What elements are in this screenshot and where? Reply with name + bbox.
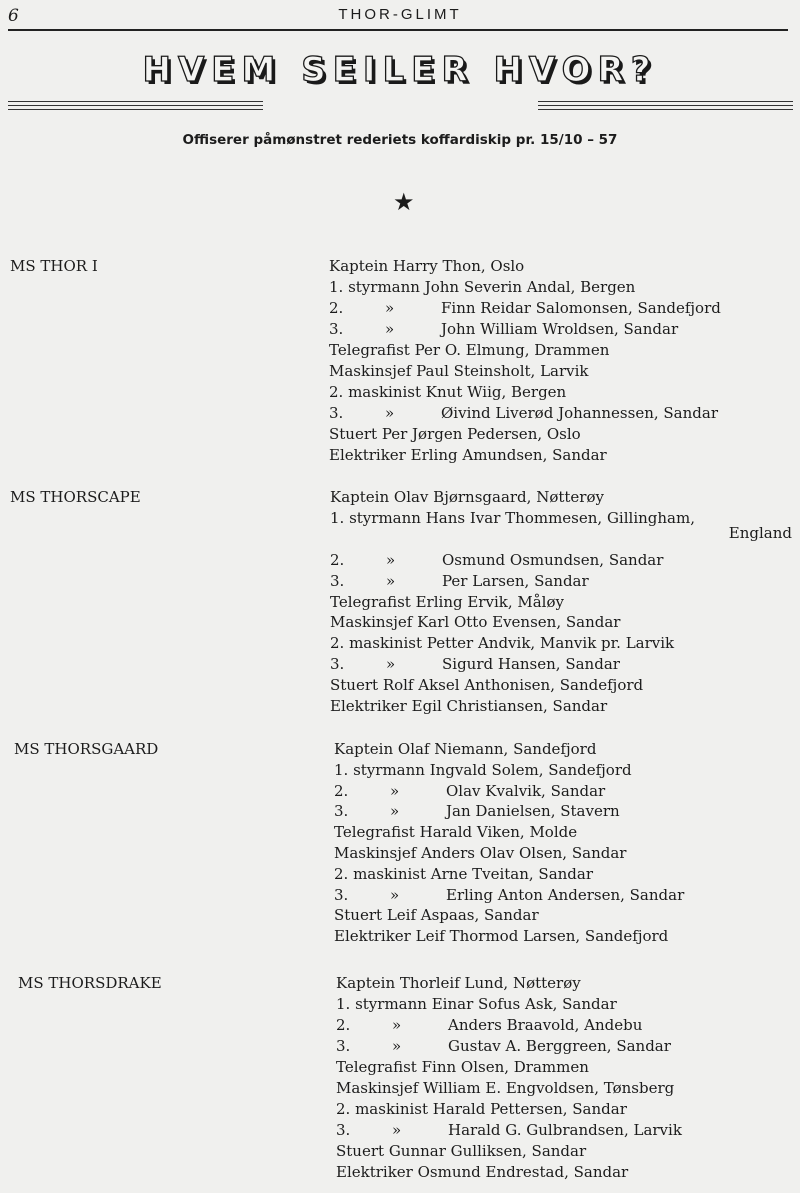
crew-person: Petter Andvik, Manvik pr. Larvik [426, 634, 675, 653]
crew-line [329, 383, 566, 401]
crew-line [336, 1016, 642, 1034]
crew-person: Thorleif Lund, Nøtterøy [399, 974, 581, 992]
crew-line [336, 995, 617, 1013]
crew-line [330, 593, 564, 611]
crew-rank: Maskinsjef [334, 844, 422, 862]
crew-line [330, 551, 663, 569]
crew-line [330, 676, 643, 694]
crew-person: John William Wroldsen, Sandar [441, 320, 679, 338]
crew-line [330, 613, 620, 631]
crew-line [330, 488, 604, 506]
crew-rank: Kaptein [336, 974, 400, 992]
ditto-mark: » [386, 571, 396, 590]
crew-person: Olav Kvalvik, Sandar [446, 781, 606, 800]
crew-line [329, 320, 678, 338]
crew-line [334, 802, 620, 820]
crew-person: Knut Wiig, Bergen [425, 383, 567, 401]
crew-person: Osmund Osmundsen, Sandar [442, 550, 664, 569]
crew-person: Jan Danielsen, Stavern [446, 802, 620, 821]
crew-person: Harald Viken, Molde [419, 823, 578, 842]
crew-rank: 1. styrmann [334, 760, 430, 779]
ditto-mark: » [390, 885, 400, 904]
crew-line [334, 844, 626, 862]
crew-person: Anders Olav Olsen, Sandar [421, 844, 627, 862]
crew-line [336, 1079, 674, 1097]
crew-rank: 3. [330, 571, 345, 590]
crew-line [329, 425, 581, 443]
crew-rank: 2. [330, 550, 345, 569]
crew-rank: 3. [334, 802, 349, 821]
crew-person: William E. Engvoldsen, Tønsberg [423, 1079, 675, 1097]
crew-rank: Stuert [334, 906, 387, 925]
crew-person: Per O. Elmung, Drammen [414, 341, 610, 359]
crew-person: Ingvald Solem, Sandefjord [429, 760, 632, 779]
crew-line [329, 299, 721, 317]
crew-rank: 1. styrmann [329, 278, 425, 296]
crew-line [330, 697, 607, 715]
ditto-mark: » [386, 550, 396, 569]
crew-person: Hans Ivar Thommesen, Gillingham, [425, 508, 695, 527]
crew-line [336, 1100, 627, 1118]
crew-line [334, 823, 577, 841]
crew-rank: Maskinsjef [336, 1079, 424, 1097]
header-rule [8, 29, 788, 31]
crew-rank: 3. [336, 1121, 351, 1139]
crew-person: Gustav A. Berggreen, Sandar [448, 1037, 671, 1055]
crew-rank: Kaptein [334, 740, 398, 758]
crew-line [334, 927, 668, 945]
crew-person: Einar Sofus Ask, Sandar [431, 995, 617, 1013]
ditto-mark: » [392, 1037, 402, 1055]
crew-rank: Telegrafist [334, 823, 420, 842]
ship-name: MS THORSGAARD [14, 740, 159, 758]
crew-rank: 1. styrmann [336, 995, 432, 1013]
crew-rank: Stuert [330, 676, 383, 695]
crew-rank: 3. [329, 404, 344, 422]
crew-person: Egil Christiansen, Sandar [411, 697, 608, 715]
crew-person: Paul Steinsholt, Larvik [416, 362, 589, 380]
crew-line [334, 886, 684, 904]
crew-line [334, 782, 605, 800]
crew-person: Osmund Endrestad, Sandar [417, 1163, 629, 1181]
crew-person: Sigurd Hansen, Sandar [442, 655, 620, 674]
crew-rank: 2. [334, 781, 349, 800]
crew-line [330, 634, 674, 652]
decorative-rule-right [538, 101, 793, 113]
ditto-mark: » [386, 655, 396, 674]
crew-rank: 2. maskinist [334, 864, 431, 883]
ship-name: MS THORSDRAKE [18, 974, 162, 992]
crew-person: Erling Amundsen, Sandar [410, 446, 607, 464]
crew-person: Harald Pettersen, Sandar [432, 1100, 627, 1118]
crew-line [329, 278, 635, 296]
ditto-mark: » [390, 781, 400, 800]
crew-line [334, 740, 596, 758]
crew-rank: 3. [329, 320, 344, 338]
headline: HVEM SEILER HVOR? [142, 50, 658, 90]
page-number: 6 [8, 6, 19, 26]
crew-rank: Stuert [336, 1142, 389, 1160]
crew-person: Arne Tveitan, Sandar [430, 864, 594, 883]
crew-person: Øivind Liverød Johannessen, Sandar [441, 404, 718, 422]
crew-rank: 2. [336, 1016, 351, 1034]
crew-line [330, 572, 589, 590]
crew-rank: 3. [336, 1037, 351, 1055]
crew-person: Rolf Aksel Anthonisen, Sandefjord [382, 676, 644, 695]
crew-person: Anders Braavold, Andebu [448, 1016, 643, 1034]
crew-line [329, 341, 609, 359]
running-title: THOR-GLIMT [338, 6, 462, 23]
crew-rank: 3. [334, 885, 349, 904]
crew-rank: Maskinsjef [330, 613, 418, 632]
crew-line [336, 1058, 589, 1076]
crew-rank: 2. maskinist [336, 1100, 433, 1118]
subtitle: Offiserer påmønstret rederiets koffardiskip pr. 15/10 – 57 [182, 132, 618, 148]
ditto-mark: » [392, 1016, 402, 1034]
crew-person: Leif Aspaas, Sandar [386, 906, 539, 925]
crew-person: Leif Thormod Larsen, Sandefjord [415, 927, 669, 946]
crew-rank: Telegrafist [329, 341, 415, 359]
crew-rank: Elektriker [336, 1163, 418, 1181]
crew-person: John Severin Andal, Bergen [424, 278, 636, 296]
crew-rank: Elektriker [334, 927, 416, 946]
crew-rank: Stuert [329, 425, 382, 443]
crew-rank: Elektriker [329, 446, 411, 464]
crew-line [329, 404, 718, 422]
crew-line [329, 362, 589, 380]
crew-rank: Telegrafist [336, 1058, 422, 1076]
crew-rank: 2. maskinist [329, 383, 426, 401]
crew-person: Harald G. Gulbrandsen, Larvik [448, 1121, 682, 1139]
crew-person: Karl Otto Evensen, Sandar [417, 613, 621, 632]
crew-person: Harry Thon, Oslo [392, 257, 525, 275]
crew-line [336, 1121, 682, 1139]
crew-line [334, 906, 539, 924]
crew-person: Erling Ervik, Måløy [415, 592, 564, 611]
crew-person: Per Larsen, Sandar [442, 571, 589, 590]
ditto-mark: » [385, 404, 395, 422]
ship-name: MS THOR I [10, 257, 98, 275]
crew-rank: 2. maskinist [330, 634, 427, 653]
crew-person: Finn Olsen, Drammen [421, 1058, 589, 1076]
crew-person: Erling Anton Andersen, Sandar [446, 885, 685, 904]
crew-rank: Kaptein [329, 257, 393, 275]
ditto-mark: » [385, 320, 395, 338]
crew-rank: Kaptein [330, 488, 394, 506]
ship-name: MS THORSCAPE [10, 488, 141, 506]
decorative-rule-left [8, 101, 263, 113]
crew-person: Finn Reidar Salomonsen, Sandefjord [441, 299, 721, 317]
crew-rank: Maskinsjef [329, 362, 417, 380]
crew-person: Olaf Niemann, Sandefjord [397, 740, 597, 758]
crew-line [334, 865, 593, 883]
crew-line [336, 1037, 671, 1055]
crew-rank: Telegrafist [330, 592, 416, 611]
crew-country: England [728, 523, 792, 542]
crew-line [336, 1163, 628, 1181]
crew-line [330, 655, 620, 673]
ditto-mark: » [385, 299, 395, 317]
crew-line [330, 509, 695, 527]
crew-line [329, 446, 607, 464]
crew-rank: 1. styrmann [330, 508, 426, 527]
crew-line [336, 974, 581, 992]
crew-rank: 2. [329, 299, 344, 317]
crew-person: Olav Bjørnsgaard, Nøtterøy [393, 488, 604, 506]
ditto-mark: » [392, 1121, 402, 1139]
star-ornament: ★ [393, 188, 415, 216]
ditto-mark: » [390, 802, 400, 821]
crew-person: Gunnar Gulliksen, Sandar [388, 1142, 587, 1160]
crew-line [336, 1142, 586, 1160]
crew-rank: 3. [330, 655, 345, 674]
crew-line [334, 761, 632, 779]
crew-person: Per Jørgen Pedersen, Oslo [381, 425, 581, 443]
crew-rank: Elektriker [330, 697, 412, 715]
crew-line [329, 257, 524, 275]
